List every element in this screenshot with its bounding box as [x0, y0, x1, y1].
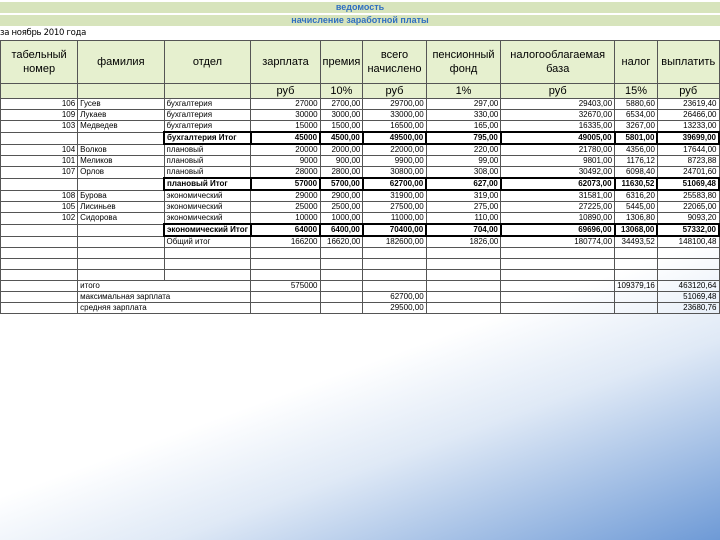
table-cell[interactable]	[320, 270, 363, 281]
table-cell[interactable]: 10000	[251, 213, 320, 225]
table-cell[interactable]: 9093,20	[657, 213, 719, 225]
table-cell[interactable]: 23680,76	[657, 303, 719, 314]
table-cell[interactable]: 24701,60	[657, 167, 719, 179]
table-cell[interactable]	[363, 259, 426, 270]
table-cell[interactable]	[78, 259, 164, 270]
table-cell[interactable]	[78, 178, 164, 190]
table-cell[interactable]: 3000,00	[320, 110, 363, 121]
table-row	[1, 167, 720, 179]
summary-row	[1, 281, 720, 292]
table-cell[interactable]	[615, 303, 658, 314]
unit-cell[interactable]	[1, 84, 78, 99]
table-cell[interactable]: 6098,40	[615, 167, 658, 179]
table-cell[interactable]	[1, 132, 78, 144]
table-cell[interactable]	[657, 248, 719, 259]
table-cell[interactable]: Гусев	[78, 99, 164, 110]
table-cell[interactable]	[320, 248, 363, 259]
table-cell[interactable]: бухгалтерия	[164, 110, 251, 121]
table-row	[1, 213, 720, 225]
table-cell[interactable]	[426, 248, 501, 259]
unit-cell[interactable]: 1%	[426, 84, 501, 99]
table-cell[interactable]: 62073,00	[501, 178, 615, 190]
table-cell[interactable]: 26466,00	[657, 110, 719, 121]
salary-table	[0, 40, 720, 314]
unit-cell[interactable]	[164, 84, 251, 99]
table-row	[1, 99, 720, 110]
column-header[interactable]: зарплата	[251, 41, 320, 84]
table-cell[interactable]: 627,00	[426, 178, 501, 190]
table-cell[interactable]: 11630,52	[615, 178, 658, 190]
table-cell[interactable]: 575000	[251, 281, 320, 292]
table-cell[interactable]	[251, 303, 320, 314]
table-cell[interactable]: 109379,16	[615, 281, 658, 292]
table-cell[interactable]: 31581,00	[501, 190, 615, 202]
table-row	[1, 144, 720, 156]
table-cell[interactable]	[251, 292, 320, 303]
subtotal-row	[1, 224, 720, 236]
table-cell[interactable]: 16620,00	[320, 236, 363, 248]
column-header[interactable]: табельный номер	[1, 41, 78, 84]
table-cell[interactable]: 34493,52	[615, 236, 658, 248]
empty-row	[1, 259, 720, 270]
table-cell[interactable]	[1, 292, 78, 303]
table-cell[interactable]: 32670,00	[501, 110, 615, 121]
table-cell[interactable]	[78, 132, 164, 144]
table-cell[interactable]: плановый	[164, 156, 251, 167]
table-cell[interactable]: Общий итог	[164, 236, 251, 248]
table-cell[interactable]: 6534,00	[615, 110, 658, 121]
table-cell[interactable]	[1, 224, 78, 236]
table-cell[interactable]	[164, 248, 251, 259]
table-cell[interactable]: 2700,00	[320, 99, 363, 110]
table-cell[interactable]: 25583,80	[657, 190, 719, 202]
unit-cell[interactable]: руб	[501, 84, 615, 99]
table-cell[interactable]	[320, 303, 363, 314]
table-cell[interactable]: 29000	[251, 190, 320, 202]
table-cell[interactable]: 29500,00	[363, 303, 426, 314]
table-cell[interactable]: 33000,00	[363, 110, 426, 121]
table-cell[interactable]	[501, 270, 615, 281]
table-cell[interactable]: 16500,00	[363, 121, 426, 133]
table-cell[interactable]	[320, 292, 363, 303]
table-cell[interactable]: 108	[1, 190, 78, 202]
table-cell[interactable]: 6316,20	[615, 190, 658, 202]
table-cell[interactable]: 5700,00	[320, 178, 363, 190]
table-cell[interactable]: плановый	[164, 144, 251, 156]
table-cell[interactable]	[78, 236, 164, 248]
table-cell[interactable]: 900,00	[320, 156, 363, 167]
table-row	[1, 202, 720, 213]
table-cell[interactable]	[363, 270, 426, 281]
unit-cell[interactable]	[78, 84, 164, 99]
table-cell[interactable]: 1306,80	[615, 213, 658, 225]
table-cell[interactable]: плановый Итог	[164, 178, 251, 190]
table-cell[interactable]: 109	[1, 110, 78, 121]
table-cell[interactable]: 57332,00	[657, 224, 719, 236]
table-cell[interactable]: 62700,00	[363, 178, 426, 190]
grand-total-row	[1, 236, 720, 248]
table-cell[interactable]: 25000	[251, 202, 320, 213]
table-cell[interactable]: 30000	[251, 110, 320, 121]
table-cell[interactable]: 1500,00	[320, 121, 363, 133]
table-cell[interactable]	[426, 303, 501, 314]
summary-label[interactable]: максимальная зарплата	[78, 292, 251, 303]
table-cell[interactable]	[426, 259, 501, 270]
table-cell[interactable]	[615, 259, 658, 270]
table-cell[interactable]: 28000	[251, 167, 320, 179]
table-cell[interactable]: 39699,00	[657, 132, 719, 144]
table-cell[interactable]	[78, 270, 164, 281]
table-cell[interactable]: бухгалтерия Итог	[164, 132, 251, 144]
sheet-subtitle: начисление заработной платы	[0, 15, 720, 26]
table-cell[interactable]	[251, 248, 320, 259]
table-cell[interactable]: 275,00	[426, 202, 501, 213]
table-cell[interactable]	[501, 281, 615, 292]
table-row	[1, 156, 720, 167]
table-cell[interactable]	[501, 248, 615, 259]
table-cell[interactable]	[501, 259, 615, 270]
table-cell[interactable]: экономический	[164, 213, 251, 225]
table-cell[interactable]: 101	[1, 156, 78, 167]
table-cell[interactable]: 45000	[251, 132, 320, 144]
table-cell[interactable]: бухгалтерия	[164, 99, 251, 110]
table-cell[interactable]: 30800,00	[363, 167, 426, 179]
table-cell[interactable]	[1, 270, 78, 281]
table-cell[interactable]: 62700,00	[363, 292, 426, 303]
table-cell[interactable]	[363, 248, 426, 259]
table-cell[interactable]: Лукаев	[78, 110, 164, 121]
table-cell[interactable]: 4356,00	[615, 144, 658, 156]
table-cell[interactable]: 148100,48	[657, 236, 719, 248]
table-cell[interactable]: 105	[1, 202, 78, 213]
unit-cell[interactable]: руб	[363, 84, 426, 99]
table-cell[interactable]	[320, 259, 363, 270]
summary-label[interactable]: итого	[78, 281, 251, 292]
table-cell[interactable]: 9000	[251, 156, 320, 167]
table-cell[interactable]: Меликов	[78, 156, 164, 167]
table-cell[interactable]: 102	[1, 213, 78, 225]
table-cell[interactable]	[1, 236, 78, 248]
units-row	[1, 84, 720, 99]
table-cell[interactable]: 795,00	[426, 132, 501, 144]
table-cell[interactable]: 20000	[251, 144, 320, 156]
table-cell[interactable]: 99,00	[426, 156, 501, 167]
column-header[interactable]: налог	[615, 41, 658, 84]
table-cell[interactable]: 1000,00	[320, 213, 363, 225]
table-cell[interactable]: экономический	[164, 190, 251, 202]
table-cell[interactable]: 70400,00	[363, 224, 426, 236]
table-cell[interactable]: 22000,00	[363, 144, 426, 156]
table-cell[interactable]	[1, 281, 78, 292]
table-cell[interactable]: 2800,00	[320, 167, 363, 179]
table-row	[1, 190, 720, 202]
table-cell[interactable]: 463120,64	[657, 281, 719, 292]
table-cell[interactable]: 69696,00	[501, 224, 615, 236]
table-cell[interactable]: 10890,00	[501, 213, 615, 225]
table-cell[interactable]: 2500,00	[320, 202, 363, 213]
table-cell[interactable]: 2000,00	[320, 144, 363, 156]
table-cell[interactable]: 297,00	[426, 99, 501, 110]
table-cell[interactable]: 27225,00	[501, 202, 615, 213]
table-cell[interactable]: 31900,00	[363, 190, 426, 202]
table-cell[interactable]	[320, 281, 363, 292]
table-cell[interactable]: 2900,00	[320, 190, 363, 202]
table-cell[interactable]: 107	[1, 167, 78, 179]
table-cell[interactable]	[164, 259, 251, 270]
table-cell[interactable]: 49005,00	[501, 132, 615, 144]
period-label: за ноябрь 2010 года	[0, 28, 87, 38]
table-cell[interactable]	[501, 303, 615, 314]
table-cell[interactable]: 3267,00	[615, 121, 658, 133]
column-header[interactable]: всего начислено	[363, 41, 426, 84]
table-cell[interactable]	[251, 270, 320, 281]
table-row	[1, 121, 720, 133]
table-cell[interactable]: 1826,00	[426, 236, 501, 248]
table-cell[interactable]: 64000	[251, 224, 320, 236]
column-header[interactable]: выплатить	[657, 41, 719, 84]
table-cell[interactable]: 220,00	[426, 144, 501, 156]
table-cell[interactable]	[426, 270, 501, 281]
column-header[interactable]: налогооблагаемая база	[501, 41, 615, 84]
table-cell[interactable]: 330,00	[426, 110, 501, 121]
table-cell[interactable]	[1, 178, 78, 190]
table-cell[interactable]: 704,00	[426, 224, 501, 236]
table-cell[interactable]	[164, 270, 251, 281]
table-row	[1, 110, 720, 121]
table-cell[interactable]: Бурова	[78, 190, 164, 202]
sheet-title: ведомость	[0, 2, 720, 13]
table-cell[interactable]: 103	[1, 121, 78, 133]
table-cell[interactable]: 27500,00	[363, 202, 426, 213]
column-header[interactable]: фамилия	[78, 41, 164, 84]
column-header[interactable]: пенсионный фонд	[426, 41, 501, 84]
table-cell[interactable]: 16335,00	[501, 121, 615, 133]
table-cell[interactable]	[615, 270, 658, 281]
table-cell[interactable]: 51069,48	[657, 178, 719, 190]
table-cell[interactable]	[363, 281, 426, 292]
table-cell[interactable]: 22065,00	[657, 202, 719, 213]
subtotal-row	[1, 132, 720, 144]
table-cell[interactable]: 4500,00	[320, 132, 363, 144]
table-cell[interactable]	[501, 292, 615, 303]
table-cell[interactable]: 6400,00	[320, 224, 363, 236]
table-cell[interactable]	[657, 259, 719, 270]
table-cell[interactable]: 106	[1, 99, 78, 110]
table-cell[interactable]: 5445,00	[615, 202, 658, 213]
unit-cell[interactable]: руб	[251, 84, 320, 99]
table-cell[interactable]: 29700,00	[363, 99, 426, 110]
table-cell[interactable]: 1176,12	[615, 156, 658, 167]
table-cell[interactable]: 21780,00	[501, 144, 615, 156]
table-cell[interactable]: 17644,00	[657, 144, 719, 156]
table-cell[interactable]	[615, 292, 658, 303]
summary-row	[1, 292, 720, 303]
table-cell[interactable]	[426, 281, 501, 292]
table-cell[interactable]: Лисиньев	[78, 202, 164, 213]
table-cell[interactable]: экономический	[164, 202, 251, 213]
unit-cell[interactable]: 10%	[320, 84, 363, 99]
table-cell[interactable]: Волков	[78, 144, 164, 156]
table-cell[interactable]	[1, 248, 78, 259]
table-cell[interactable]: 5801,00	[615, 132, 658, 144]
column-header[interactable]: отдел	[164, 41, 251, 84]
summary-label[interactable]: средняя зарплата	[78, 303, 251, 314]
table-cell[interactable]	[1, 259, 78, 270]
table-cell[interactable]: 27000	[251, 99, 320, 110]
table-cell[interactable]: 9801,00	[501, 156, 615, 167]
table-cell[interactable]: 29403,00	[501, 99, 615, 110]
table-cell[interactable]	[615, 248, 658, 259]
table-cell[interactable]: 13068,00	[615, 224, 658, 236]
table-cell[interactable]: 165,00	[426, 121, 501, 133]
table-cell[interactable]: 51069,48	[657, 292, 719, 303]
table-cell[interactable]: 30492,00	[501, 167, 615, 179]
subtotal-row	[1, 178, 720, 190]
table-cell[interactable]	[78, 248, 164, 259]
unit-cell[interactable]: 15%	[615, 84, 658, 99]
table-cell[interactable]: 15000	[251, 121, 320, 133]
table-cell[interactable]	[426, 292, 501, 303]
table-cell[interactable]: 104	[1, 144, 78, 156]
table-cell[interactable]: 319,00	[426, 190, 501, 202]
table-cell[interactable]: 308,00	[426, 167, 501, 179]
table-cell[interactable]: 8723,88	[657, 156, 719, 167]
empty-row	[1, 248, 720, 259]
table-cell[interactable]: 13233,00	[657, 121, 719, 133]
table-cell[interactable]	[78, 224, 164, 236]
table-cell[interactable]: 23619,40	[657, 99, 719, 110]
table-cell[interactable]: Сидорова	[78, 213, 164, 225]
table-cell[interactable]: Медведев	[78, 121, 164, 133]
summary-row	[1, 303, 720, 314]
header-row	[1, 41, 720, 84]
table-cell[interactable]: 57000	[251, 178, 320, 190]
table-cell[interactable]: Орлов	[78, 167, 164, 179]
table-cell[interactable]	[251, 259, 320, 270]
table-cell[interactable]: экономический Итог	[164, 224, 251, 236]
unit-cell[interactable]: руб	[657, 84, 719, 99]
table-cell[interactable]: бухгалтерия	[164, 121, 251, 133]
table-cell[interactable]	[1, 303, 78, 314]
table-cell[interactable]: 49500,00	[363, 132, 426, 144]
table-cell[interactable]: 166200	[251, 236, 320, 248]
table-cell[interactable]: 182600,00	[363, 236, 426, 248]
table-cell[interactable]: 9900,00	[363, 156, 426, 167]
empty-row	[1, 270, 720, 281]
column-header[interactable]: премия	[320, 41, 363, 84]
table-cell[interactable]: 110,00	[426, 213, 501, 225]
table-cell[interactable]: 5880,60	[615, 99, 658, 110]
table-cell[interactable]: 180774,00	[501, 236, 615, 248]
table-cell[interactable]: плановый	[164, 167, 251, 179]
table-cell[interactable]	[657, 270, 719, 281]
table-cell[interactable]: 11000,00	[363, 213, 426, 225]
